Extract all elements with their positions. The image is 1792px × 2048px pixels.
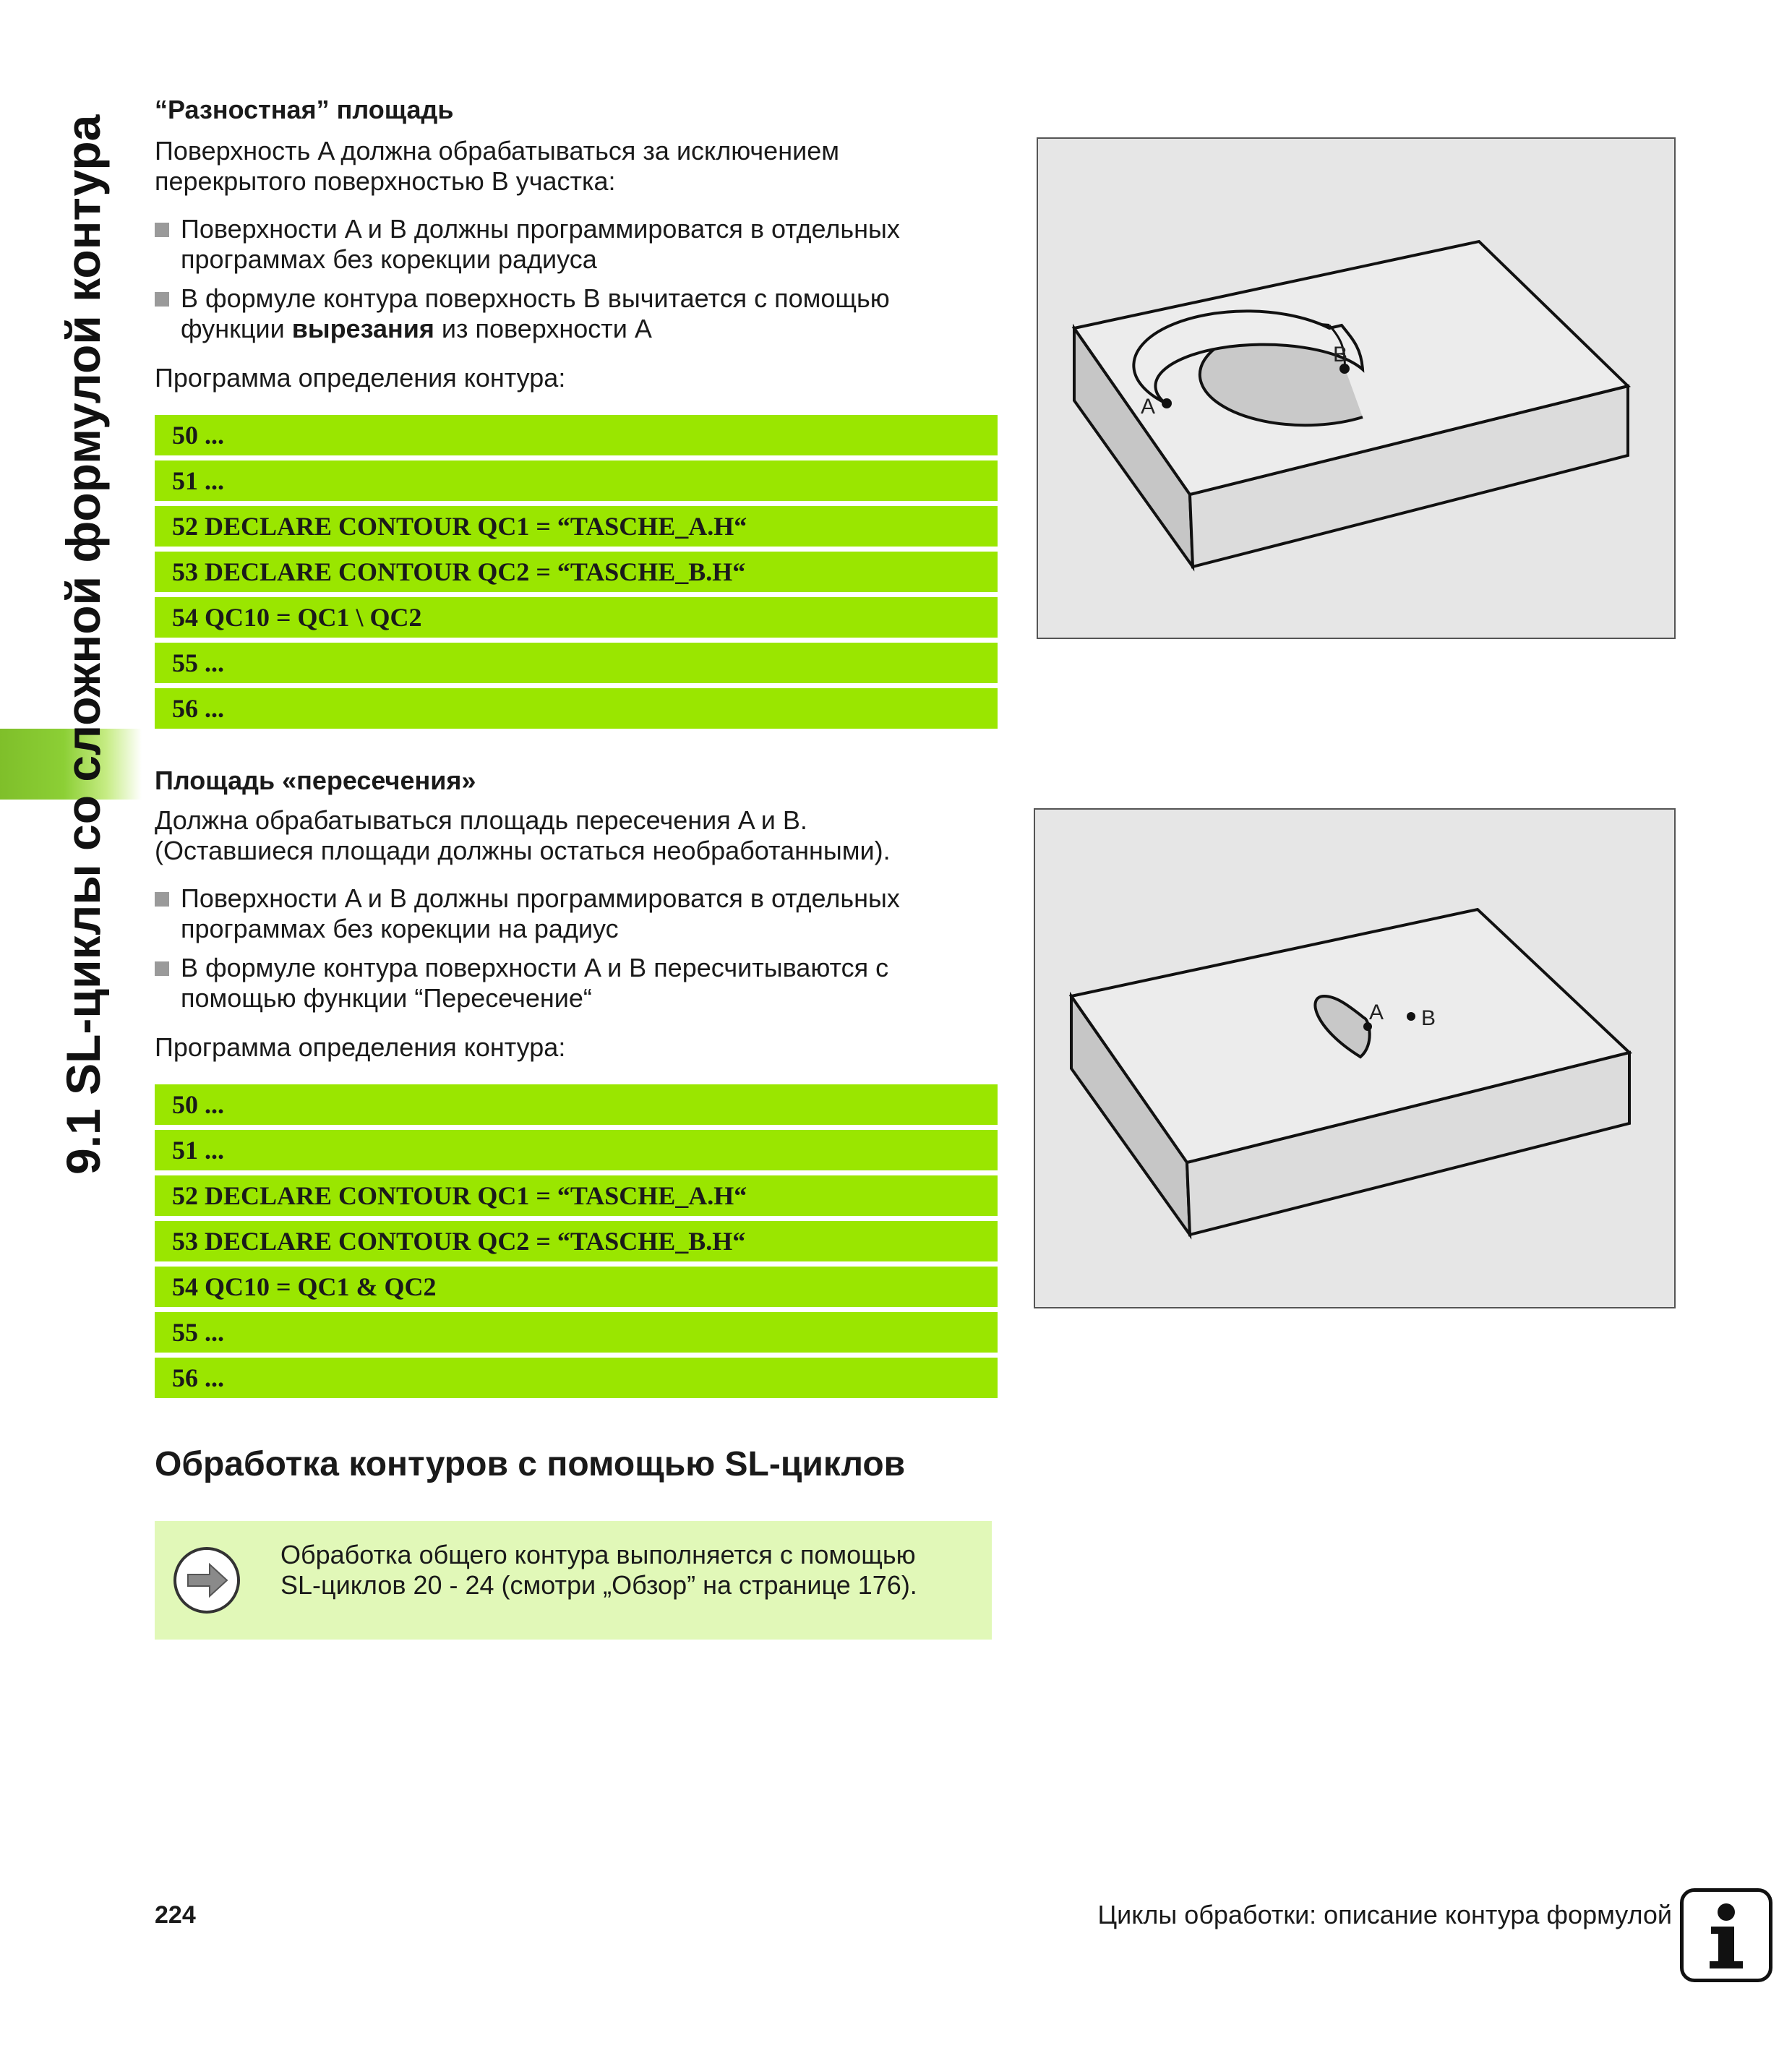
note-text: Обработка общего контура выполняется с помощью SL-циклов 20 - 24 (смотри „Обзор” на странице 176). <box>280 1540 917 1600</box>
figure-intersection <box>1034 808 1676 1308</box>
code-line: 51 ... <box>155 1130 998 1170</box>
info-icon <box>1680 1888 1772 1982</box>
bullet-square-icon <box>155 223 169 237</box>
code-line: 55 ... <box>155 643 998 683</box>
section1-intro: Поверхность A должна обрабатываться за исключением перекрытого поверхностью B участка: <box>155 136 839 196</box>
point-b-marker <box>1407 1012 1415 1021</box>
section-heading-difference: “Разностная” площадь <box>155 95 454 124</box>
note-box <box>155 1521 992 1640</box>
arrow-right-icon <box>172 1546 241 1615</box>
chapter-side-title: 9.1 SL-циклы со сложной формулой контура <box>56 114 110 1175</box>
footer-chapter-title: Циклы обработки: описание контура формулой <box>1097 1900 1672 1929</box>
block-difference-illustration <box>1038 139 1674 638</box>
code-line: 55 ... <box>155 1312 998 1353</box>
code-line: 54 QC10 = QC1 \ QC2 <box>155 597 998 638</box>
label-a: A <box>1141 395 1156 419</box>
code-line: 50 ... <box>155 415 998 455</box>
bold-term-cut: вырезания <box>291 314 434 343</box>
code-line: 52 DECLARE CONTOUR QC1 = “TASCHE_A.H“ <box>155 1175 998 1216</box>
figure-difference <box>1037 137 1676 639</box>
bullet-square-icon <box>155 892 169 907</box>
section2-program-label: Программа определения контура: <box>155 1032 566 1062</box>
label-b: B <box>1333 343 1348 367</box>
section2-intro: Должна обрабатываться площадь пересечения A и B. (Оставшиеся площади должны остаться необработанными). <box>155 805 891 865</box>
code-line: 53 DECLARE CONTOUR QC2 = “TASCHE_B.H“ <box>155 552 998 592</box>
code-line: 56 ... <box>155 688 998 729</box>
label-a: A <box>1369 1001 1384 1024</box>
code-line: 54 QC10 = QC1 & QC2 <box>155 1267 998 1307</box>
bullet-square-icon <box>155 292 169 307</box>
label-b: B <box>1421 1006 1436 1030</box>
section1-program-label: Программа определения контура: <box>155 363 566 393</box>
code-line: 52 DECLARE CONTOUR QC1 = “TASCHE_A.H“ <box>155 506 998 547</box>
page-number: 224 <box>155 1901 196 1929</box>
block-intersection-illustration <box>1035 810 1674 1307</box>
section-heading-intersection: Площадь «пересечения» <box>155 766 476 795</box>
code-line: 51 ... <box>155 460 998 501</box>
point-a-marker <box>1162 398 1172 408</box>
code-line: 53 DECLARE CONTOUR QC2 = “TASCHE_B.H“ <box>155 1221 998 1261</box>
section-heading-sl-cycles: Обработка контуров с помощью SL-циклов <box>155 1445 906 1483</box>
code-line: 50 ... <box>155 1084 998 1125</box>
bullet-square-icon <box>155 961 169 976</box>
code-line: 56 ... <box>155 1358 998 1398</box>
